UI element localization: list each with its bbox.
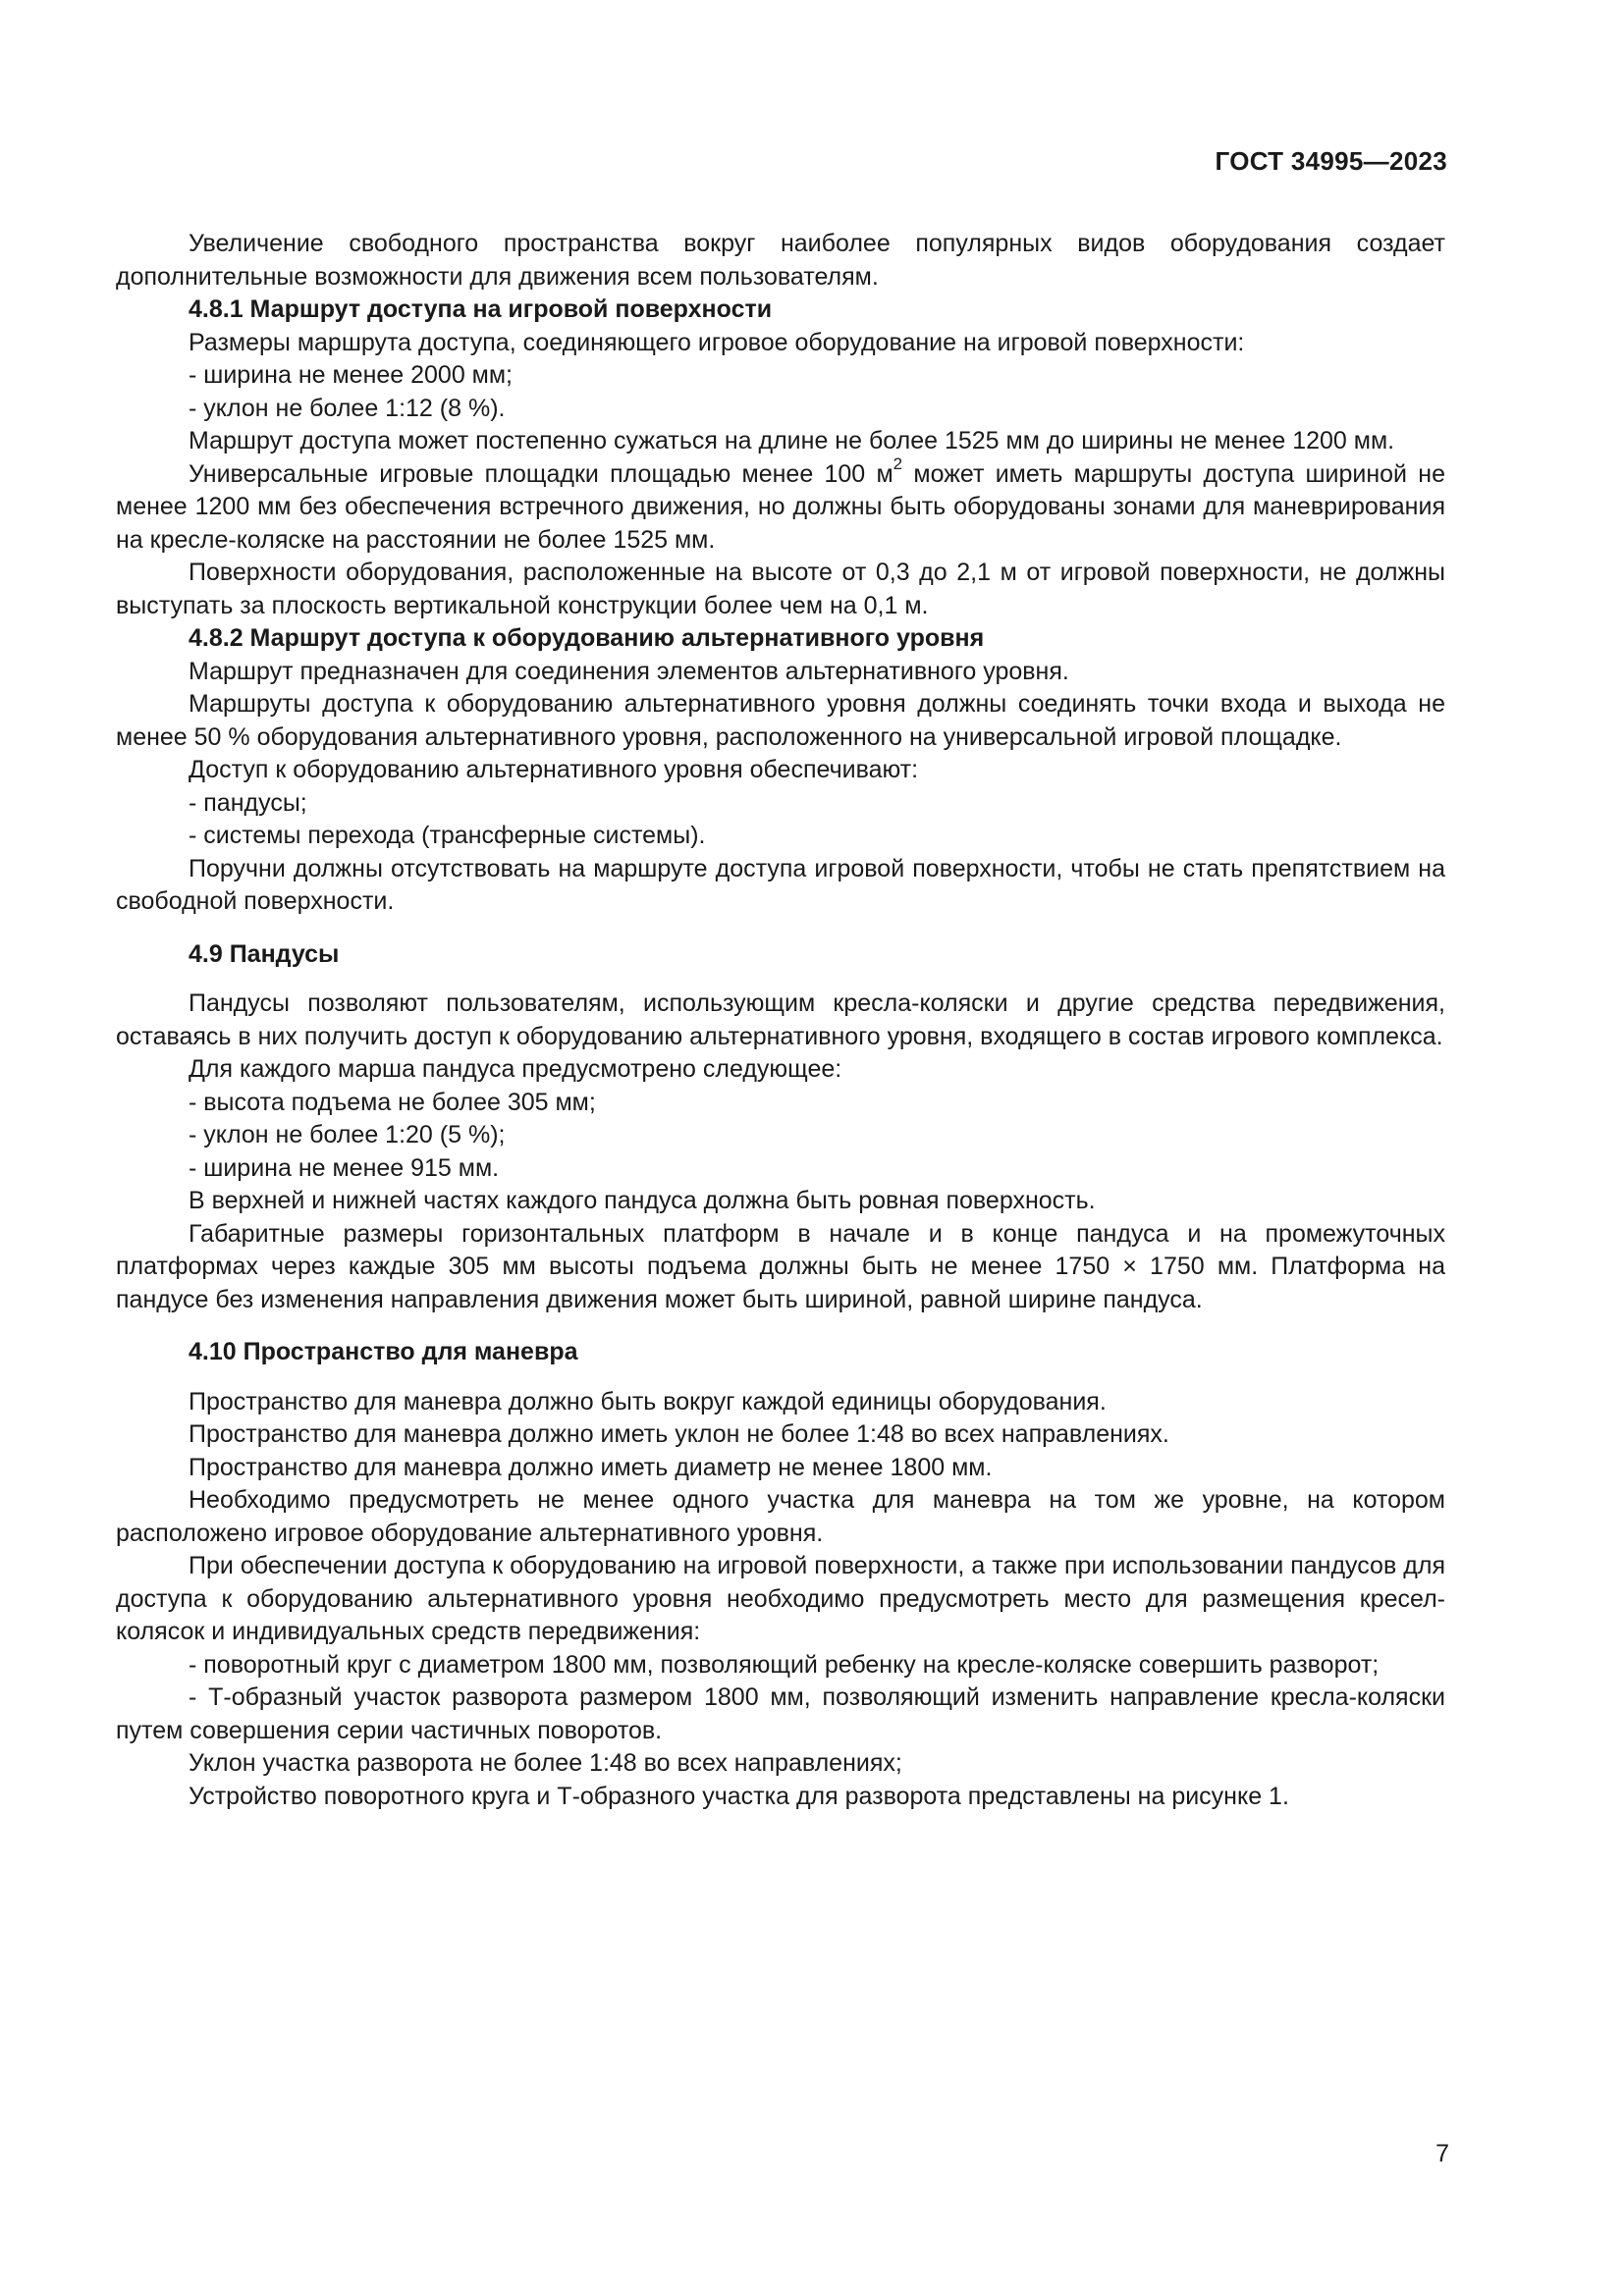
section-4-8-2-heading: 4.8.2 Маршрут доступа к оборудованию альтернативного уровня (189, 624, 985, 652)
section-4-10-paragraph: При обеспечении доступа к оборудованию на игровой поверхности, а также при использовании пандусов для доступа к оборудованию альтернативного уровня необходимо предусмотреть место для размещения кресел-колясок и индивидуальных средств передвижения: (116, 1552, 1445, 1645)
list-item: - ширина не менее 915 мм. (189, 1153, 500, 1182)
section-4-9-heading: 4.9 Пандусы (189, 939, 340, 968)
section-4-8-2-paragraph: Поручни должны отсутствовать на маршруте доступа игровой поверхности, чтобы не стать препятствием на свободной поверхности. (116, 854, 1445, 915)
section-4-8-1-heading: 4.8.1 Маршрут доступа на игровой поверхности (189, 295, 773, 323)
section-4-8-2-paragraph: Доступ к оборудованию альтернативного уровня обеспечивают: (189, 756, 919, 783)
section-4-10-heading: 4.10 Пространство для маневра (189, 1338, 578, 1365)
list-item: - ширина не менее 2000 мм; (189, 361, 514, 389)
section-4-10-paragraph: Пространство для маневра должно иметь уклон не более 1:48 во всех направлениях. (189, 1420, 1169, 1448)
document-code-header: ГОСТ 34995—2023 (1215, 146, 1447, 176)
section-4-10-paragraph: Уклон участка разворота не более 1:48 во всех направлениях; (189, 1749, 902, 1777)
section-4-8-1-paragraph: Поверхности оборудования, расположенные на высоте от 0,3 до 2,1 м от игровой поверхности, не должны выступать за плоскость вертикальной конструкции более чем на 0,1 м. (116, 559, 1445, 619)
list-item: - пандусы; (189, 788, 307, 817)
section-4-10-paragraph: Пространство для маневра должно иметь диаметр не менее 1800 мм. (189, 1453, 993, 1481)
section-4-8-1-paragraph-area (116, 454, 1445, 558)
section-4-9-paragraph: Для каждого марша пандуса предусмотрено следующее: (189, 1055, 842, 1083)
section-4-8-1-paragraph: Маршрут доступа может постепенно сужаться на длине не более 1525 мм до ширины не менее 1200 мм. (189, 427, 1395, 454)
section-4-10-paragraph: Необходимо предусмотреть не менее одного участка для маневра на том же уровне, на котором расположено игровое оборудование альтернативного уровня. (116, 1486, 1445, 1547)
section-4-9-paragraph: В верхней и нижней частях каждого пандуса должна быть ровная поверхность. (189, 1187, 1096, 1214)
section-4-10-paragraph: - поворотный круг с диаметром 1800 мм, позволяющий ребенку на кресле-коляске совершить разворот; (189, 1650, 1380, 1679)
section-4-9-paragraph: Пандусы позволяют пользователям, использующим кресла-коляски и другие средства передвижения, оставаясь в них получить доступ к оборудованию альтернативного уровня, входящего в состав игрового комплекса. (116, 989, 1445, 1050)
section-4-8-2-paragraph: Маршрут предназначен для соединения элементов альтернативного уровня. (189, 657, 1069, 685)
section-4-10-paragraph: Пространство для маневра должно быть вокруг каждой единицы оборудования. (189, 1387, 1107, 1415)
intro-paragraph: Увеличение свободного пространства вокруг наиболее популярных видов оборудования создает дополнительные возможности для движения всем пользователям. (116, 230, 1445, 291)
list-item: - системы перехода (трансферные системы). (189, 822, 706, 849)
section-4-8-1-paragraph: Размеры маршрута доступа, соединяющего игровое оборудование на игровой поверхности: (189, 328, 1245, 356)
document-body (116, 228, 1445, 1813)
text-span: может иметь маршруты доступа шириной не менее 1200 мм без обеспечения встречного движения, но должны быть оборудованы зонами для маневрирования на кресле-коляске на расстоянии не более 1525 мм. (116, 459, 1445, 554)
section-4-10-paragraph: - Т-образный участок разворота размером 1800 мм, позволяющий изменить направление кресла-коляски путем совершения серии частичных поворотов. (116, 1683, 1445, 1744)
list-item: - уклон не более 1:12 (8 %). (189, 394, 506, 422)
page-number: 7 (1435, 2140, 1449, 2167)
section-4-9-paragraph: Габаритные размеры горизонтальных платформ в начале и в конце пандуса и на промежуточных платформах через каждые 305 мм высоты подъема должны быть не менее 1750 × 1750 мм. Платформа на пандусе без изменения направления движения может быть шириной, равной ширине пандуса. (116, 1219, 1445, 1313)
text-span: Универсальные игровые площадки площадью менее 100 м (189, 459, 893, 488)
superscript: 2 (893, 454, 903, 474)
list-item: - уклон не более 1:20 (5 %); (189, 1121, 506, 1148)
section-4-8-2-paragraph: Маршруты доступа к оборудованию альтернативного уровня должны соединять точки входа и выхода не менее 50 % оборудования альтернативного уровня, расположенного на универсальной игровой площадке. (116, 690, 1445, 751)
list-item: - высота подъема не более 305 мм; (189, 1088, 596, 1116)
section-4-10-paragraph: Устройство поворотного круга и Т-образного участка для разворота представлены на рисунке 1. (189, 1782, 1289, 1810)
